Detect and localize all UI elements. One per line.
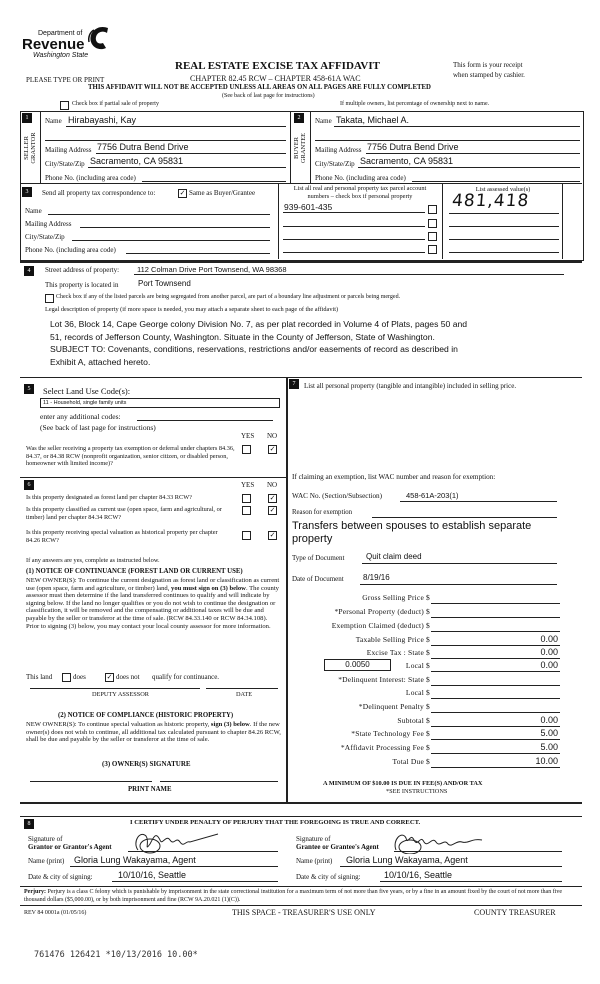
owner-signature-line[interactable] <box>30 781 152 782</box>
qualify-label: qualify for continuance. <box>152 673 220 681</box>
divider <box>20 905 582 906</box>
deputy-assessor-label: DEPUTY ASSESSOR <box>92 691 149 698</box>
parcel-number-field[interactable] <box>283 252 425 253</box>
segregated-label: Check box if any of the listed parcels are being segregated from another parcel, are part of a boundary line adjustment or parcels being merged. <box>56 294 401 300</box>
section-number: 7 <box>289 379 299 389</box>
parcel-header: List all real and personal property tax parcel account numbers – check box if personal property <box>293 185 427 200</box>
notice-continuance-text: NEW OWNER(S): To continue the current designation as forest land or classification as current use (open space, farm and agriculture, or timber) land, you must sign on (3) below. The county assessor must then determine if the land transferred continues to qualify and will indicate by signing below. If the land no longer qualifies or you do not wish to continue the designation or classification, it will be removed and the compensating or additional taxes will be due and payable by the seller or transferor at the time of sale. (RCW 84.33.140 or RCW 84.34.108). Prior to signing (3) below, you may contact your local county assessor for more information. <box>26 577 280 630</box>
partial-sale-label: Check box if partial sale of property <box>72 101 159 107</box>
fee-label: *Delinquent Penalty <box>358 702 424 711</box>
fee-label: Exemption Claimed (deduct) <box>331 621 424 630</box>
send-correspondence-label: Send all property tax correspondence to: <box>42 189 156 197</box>
fee-row <box>290 743 560 755</box>
grantee-name-field[interactable]: Gloria Lung Wakayama, Agent <box>346 855 468 865</box>
doc-type-field[interactable]: Quit claim deed <box>366 552 422 561</box>
form-chapter: CHAPTER 82.45 RCW – CHAPTER 458-61A WAC <box>190 74 361 83</box>
local-rate-field[interactable]: 0.0050 <box>324 659 391 671</box>
fee-label: Taxable Selling Price <box>355 635 424 644</box>
mailing-label: Mailing Address <box>25 220 72 228</box>
seller-name-field[interactable]: Hirabayashi, Kay <box>68 115 137 125</box>
fee-line <box>431 767 560 768</box>
divider <box>20 802 582 804</box>
fee-value-field[interactable]: 0.00 <box>540 660 558 670</box>
buyer-side-label: BUYER GRANTEE <box>293 132 307 164</box>
see-instructions-note: *SEE INSTRUCTIONS <box>386 788 448 795</box>
fee-line <box>431 603 560 604</box>
receipt-note-1: This form is your receipt <box>453 61 523 69</box>
personal-property-label: List all personal property (tangible and intangible) included in selling price. <box>304 382 517 390</box>
assessed-value-field[interactable] <box>449 239 559 240</box>
notice-compliance-title: (2) NOTICE OF COMPLIANCE (HISTORIC PROPERTY) <box>58 712 234 719</box>
legal-line: SUBJECT TO: Covenants, conditions, reservations, restrictions and/or easements of record as described in <box>50 344 458 355</box>
personal-property-checkbox[interactable] <box>428 205 437 214</box>
currency-symbol: $ <box>426 757 430 766</box>
line <box>366 153 580 154</box>
section-number: 5 <box>24 384 34 394</box>
current-use-no-checkbox[interactable]: ✓ <box>269 506 276 514</box>
line <box>340 866 562 867</box>
currency-symbol: $ <box>426 743 430 752</box>
street-label: Street address of property: <box>45 266 120 274</box>
buyer-name-line-2[interactable] <box>315 140 580 141</box>
warning-text: THIS AFFIDAVIT WILL NOT BE ACCEPTED UNLESS ALL AREAS ON ALL PAGES ARE FULLY COMPLETED <box>88 84 431 91</box>
divider <box>562 183 563 259</box>
seller-city-field[interactable]: Sacramento, CA 95831 <box>90 156 184 166</box>
date-city-label: Date & city of signing: <box>28 873 93 881</box>
perjury-note: Perjury: Perjury is a class C felony which is punishable by imprisonment in the state correctional institution for a maximum term of not more than five years, or by a fine in an amount fixed by the court of not more than five thousand dollars ($5,000.00), or by both imprisonment and fine (RCW 9A.20.021 (1)(C)). <box>24 889 563 903</box>
fee-line <box>431 712 560 713</box>
fee-line <box>431 617 560 618</box>
additional-codes-label: enter any additional codes: <box>40 412 121 421</box>
legal-line: 51, records of Jefferson County, Washington. Situate in the County of Jefferson, State of Washington. <box>50 331 435 342</box>
fee-line <box>431 658 560 659</box>
reason-label: Reason for exemption <box>292 509 353 516</box>
reason-field[interactable]: Transfers between spouses to establish separate property <box>292 520 532 545</box>
assessor-date-line[interactable] <box>206 688 278 689</box>
correspondence-name-field[interactable] <box>48 214 270 215</box>
fee-label: *State Technology Fee <box>351 729 424 738</box>
street-address-field[interactable]: 112 Colman Drive Port Townsend, WA 98368 <box>137 265 287 274</box>
fee-row <box>290 607 560 619</box>
signature-of-label: Signature of <box>296 835 331 843</box>
grantor-date-city-field[interactable]: 10/10/16, Seattle <box>118 870 187 880</box>
multiple-owners-note: If multiple owners, list percentage of ownership next to name. <box>340 101 490 107</box>
section-number: 4 <box>24 266 34 276</box>
exemption-question: Was the seller receiving a property tax exemption or deferral under chapters 84.36, 84.37, or 84.38 RCW (nonprofit organization, senior citizen, or disabled person, homeowner with limited income)? <box>26 445 235 468</box>
does-checkbox[interactable] <box>62 673 71 682</box>
notice-continuance-title: (1) NOTICE OF CONTINUANCE (FOREST LAND OR CURRENT USE) <box>26 568 243 575</box>
treasurer-receipt-stamp: 761476 126421 *10/13/2016 10.00* <box>34 950 198 960</box>
buyer-mailing-field[interactable]: 7756 Dutra Bend Drive <box>367 142 459 152</box>
fee-line <box>431 685 560 686</box>
fee-row <box>290 757 560 769</box>
logo-revenue: Revenue <box>22 36 85 53</box>
grantee-date-city-field[interactable]: 10/10/16, Seattle <box>384 870 453 880</box>
fee-value-field[interactable]: 0.00 <box>540 647 558 657</box>
print-name-label: PRINT NAME <box>128 786 172 793</box>
currency-symbol: $ <box>426 593 430 602</box>
forest-land-no-checkbox[interactable]: ✓ <box>269 494 276 502</box>
seller-mailing-field[interactable]: 7756 Dutra Bend Drive <box>97 142 189 152</box>
fee-label: Total Due <box>392 757 424 766</box>
divider <box>20 261 582 263</box>
currency-symbol: $ <box>426 675 430 684</box>
logo-washington-state: Washington State <box>33 52 89 59</box>
legal-line: Lot 36, Block 14, Cape George colony Division No. 7, as per plat recorded in Volume 4 of Plats, pages 50 and <box>50 319 468 329</box>
currency-symbol: $ <box>426 702 430 711</box>
fee-value-field[interactable]: 5.00 <box>540 728 558 738</box>
does-not-checkbox[interactable]: ✓ <box>106 673 113 681</box>
divider <box>310 111 311 183</box>
historic-yes-checkbox[interactable] <box>242 531 251 540</box>
date-city-label: Date & city of signing: <box>296 873 361 881</box>
currency-symbol: $ <box>426 607 430 616</box>
mailing-label: Mailing Address <box>45 146 92 154</box>
currency-symbol: $ <box>426 635 430 644</box>
same-as-buyer-checkbox[interactable]: ✓ <box>179 189 186 197</box>
city-label: City/State/Zip <box>25 233 65 241</box>
section-number: 1 <box>22 113 32 123</box>
fee-line <box>431 698 560 699</box>
exemption-intro: If claiming an exemption, list WAC number and reason for exemption: <box>292 473 496 481</box>
buyer-name-field[interactable]: Takata, Michael A. <box>336 115 410 125</box>
line <box>283 212 425 213</box>
fee-value-field[interactable]: 5.00 <box>540 742 558 752</box>
name-print-label: Name (print) <box>28 857 65 865</box>
assessed-value-field[interactable] <box>449 252 559 253</box>
fee-label: *Delinquent Interest: State <box>338 675 424 684</box>
historic-property-question: Is this property receiving special valuation as historical property per chapter 84.26 RCW? <box>26 529 218 544</box>
line <box>134 274 564 275</box>
buyer-city-field[interactable]: Sacramento, CA 95831 <box>360 156 454 166</box>
doc-date-field[interactable]: 8/19/16 <box>363 573 390 582</box>
forest-land-yes-checkbox[interactable] <box>242 494 251 503</box>
located-label: This property is located in <box>45 281 119 289</box>
line <box>112 881 278 882</box>
line <box>360 584 557 585</box>
divider <box>40 111 41 183</box>
current-use-yes-checkbox[interactable] <box>242 506 251 515</box>
line <box>372 517 557 518</box>
currency-symbol: $ <box>426 661 430 670</box>
fee-line <box>431 726 560 727</box>
section-number: 6 <box>24 480 34 490</box>
fee-row <box>290 635 560 647</box>
currency-symbol: $ <box>426 621 430 630</box>
fee-row <box>290 688 560 700</box>
buyer-phone-field[interactable] <box>412 181 580 182</box>
no-header: NO <box>267 481 278 489</box>
fee-label: Excise Tax : State <box>366 648 424 657</box>
correspondence-mailing-field[interactable] <box>80 227 270 228</box>
form-title: REAL ESTATE EXCISE TAX AFFIDAVIT <box>175 60 380 72</box>
owner-signature-line[interactable] <box>160 781 278 782</box>
line <box>70 866 278 867</box>
fee-row <box>290 675 560 687</box>
wac-label: WAC No. (Section/Subsection) <box>292 492 383 500</box>
fee-line <box>431 753 560 754</box>
name-print-label: Name (print) <box>296 857 333 865</box>
phone-label: Phone No. (including area code) <box>25 246 116 254</box>
line <box>400 501 557 502</box>
grantor-signature-image <box>130 826 220 854</box>
divider <box>278 183 279 259</box>
minimum-due-note: A MINIMUM OF $10.00 IS DUE IN FEE(S) AND/OR TAX <box>323 780 483 787</box>
seller-name-line <box>66 126 286 127</box>
fee-row <box>290 593 560 605</box>
name-label: Name <box>315 117 332 125</box>
section-number: 3 <box>22 187 32 197</box>
line <box>362 563 557 564</box>
certify-statement: I CERTIFY UNDER PENALTY OF PERJURY THAT THE FOREGOING IS TRUE AND CORRECT. <box>130 819 421 826</box>
land-use-label: Select Land Use Code(s): <box>43 386 131 396</box>
notice-compliance-text: NEW OWNER(S): To continue special valuation as historic property, sign (3) below. If the new owner(s) does not wish to continue, all additional tax calculated pursuant to chapter 84.26 RCW, shall be due and payable by the seller or transferor at the time of sale. <box>26 721 281 744</box>
fee-row <box>290 729 560 741</box>
phone-label: Phone No. (including area code) <box>45 174 136 182</box>
line <box>88 167 286 168</box>
section-number: 2 <box>294 113 304 123</box>
grantor-agent-label: Grantor or Grantor's Agent <box>28 843 112 851</box>
divider <box>20 886 582 887</box>
seller-name-line-2[interactable] <box>45 140 286 141</box>
please-type-note: PLEASE TYPE OR PRINT <box>26 76 105 84</box>
fee-line <box>431 631 560 632</box>
line <box>96 153 286 154</box>
does-label: does <box>73 673 86 681</box>
deputy-assessor-signature-line[interactable] <box>30 688 200 689</box>
historic-no-checkbox[interactable]: ✓ <box>269 531 276 539</box>
fee-label: Local <box>405 688 424 697</box>
land-use-code-select[interactable]: 11 - Household, single family units <box>40 398 280 408</box>
mailing-label: Mailing Address <box>315 146 362 154</box>
personal-property-checkbox[interactable] <box>428 245 437 254</box>
wac-number-field[interactable]: 458-61A-203(1) <box>406 491 459 500</box>
city-label: City/State/Zip <box>45 160 85 168</box>
fee-line <box>431 739 560 740</box>
currency-symbol: $ <box>426 716 430 725</box>
fee-value-field[interactable]: 0.00 <box>540 715 558 725</box>
segregated-checkbox[interactable] <box>45 294 54 303</box>
divider <box>20 816 582 817</box>
currency-symbol: $ <box>426 729 430 738</box>
line <box>358 167 580 168</box>
receipt-note-2: when stamped by cashier. <box>453 71 525 79</box>
this-land-label: This land <box>26 673 53 681</box>
form-revision: REV 84 0001a (01/05/16) <box>24 910 87 916</box>
no-header: NO <box>267 432 278 440</box>
fee-line <box>431 645 560 646</box>
fee-label: Local <box>405 661 424 670</box>
section-number: 8 <box>24 819 34 829</box>
seller-side-label: SELLER GRANTOR <box>23 132 37 164</box>
parcel-number-field[interactable] <box>283 226 425 227</box>
fee-row <box>290 661 560 673</box>
correspondence-phone-field[interactable] <box>126 253 270 254</box>
date-label: DATE <box>236 691 253 698</box>
if-yes-note: If any answers are yes, complete as instructed below. <box>26 557 160 564</box>
divider <box>20 477 286 478</box>
personal-property-checkbox[interactable] <box>428 232 437 241</box>
column-divider <box>286 377 288 802</box>
exemption-no-checkbox[interactable]: ✓ <box>269 445 276 453</box>
legal-line: Exhibit A, attached hereto. <box>50 356 151 367</box>
fee-value-field[interactable]: 10.00 <box>535 756 558 766</box>
logo-dept-of: Department of <box>38 30 83 37</box>
located-in-field[interactable]: Port Townsend <box>138 279 191 288</box>
fee-row <box>290 702 560 714</box>
line <box>449 213 559 214</box>
legal-description-field[interactable] <box>50 318 467 368</box>
see-back-note: (See back of last page for instructions) <box>222 93 315 99</box>
name-label: Name <box>45 117 62 125</box>
correspondence-city-field[interactable] <box>72 240 270 241</box>
additional-codes-field[interactable] <box>137 420 273 421</box>
fee-row <box>290 621 560 633</box>
line <box>334 126 580 127</box>
county-treasurer-label: COUNTY TREASURER <box>474 908 556 917</box>
grantee-agent-label: Grantee or Grantee's Agent <box>296 843 379 851</box>
phone-label: Phone No. (including area code) <box>315 174 406 182</box>
current-use-question: Is this property classified as current use (open space, farm and agricultural, or timber) land per chapter 84.34 RCW? <box>26 506 222 521</box>
doc-date-label: Date of Document <box>292 575 344 583</box>
parcel-number-field[interactable] <box>283 239 425 240</box>
same-as-buyer-label: Same as Buyer/Grantee <box>189 189 256 197</box>
personal-property-checkbox[interactable] <box>428 219 437 228</box>
fee-row <box>290 648 560 660</box>
assessed-value-handwritten[interactable]: 481,418 <box>451 191 531 211</box>
fee-label: Gross Selling Price <box>362 593 424 602</box>
line <box>380 881 562 882</box>
signature-of-label: Signature of <box>28 835 63 843</box>
wa-logo-swirl-icon <box>86 24 112 52</box>
treasurer-space-label: THIS SPACE - TREASURER'S USE ONLY <box>232 908 376 917</box>
divider <box>442 183 443 259</box>
fee-label: *Personal Property (deduct) <box>334 607 424 616</box>
fee-line <box>431 671 560 672</box>
partial-sale-checkbox[interactable] <box>60 101 69 110</box>
see-back-note: (See back of last page for instructions) <box>40 423 156 432</box>
does-not-label: does not <box>116 673 140 681</box>
doc-type-label: Type of Document <box>292 554 345 562</box>
assessed-header: List assessed value(s) <box>475 186 531 193</box>
fee-label: Subtotal <box>397 716 424 725</box>
divider <box>20 377 582 378</box>
currency-symbol: $ <box>426 648 430 657</box>
assessed-value-field[interactable] <box>449 226 559 227</box>
yes-header: YES <box>241 432 255 440</box>
forest-land-question: Is this property designated as forest land per chapter 84.33 RCW? <box>26 494 192 501</box>
city-label: City/State/Zip <box>315 160 355 168</box>
name-label: Name <box>25 207 42 215</box>
currency-symbol: $ <box>426 688 430 697</box>
legal-description-label: Legal description of property (if more space is needed, you may attach a separate sheet to each page of the affidavit) <box>45 306 339 313</box>
grantor-name-field[interactable]: Gloria Lung Wakayama, Agent <box>74 855 196 865</box>
fee-row <box>290 716 560 728</box>
yes-header: YES <box>241 481 255 489</box>
seller-phone-field[interactable] <box>142 181 286 182</box>
exemption-yes-checkbox[interactable] <box>242 445 251 454</box>
parcel-number-field[interactable]: 939-601-435 <box>284 202 333 212</box>
fee-label: *Affidavit Processing Fee <box>340 743 424 752</box>
grantee-signature-image <box>390 826 490 854</box>
owner-signature-label: (3) OWNER(S) SIGNATURE <box>102 760 191 768</box>
divider <box>290 111 291 183</box>
fee-value-field[interactable]: 0.00 <box>540 634 558 644</box>
divider <box>20 183 582 184</box>
